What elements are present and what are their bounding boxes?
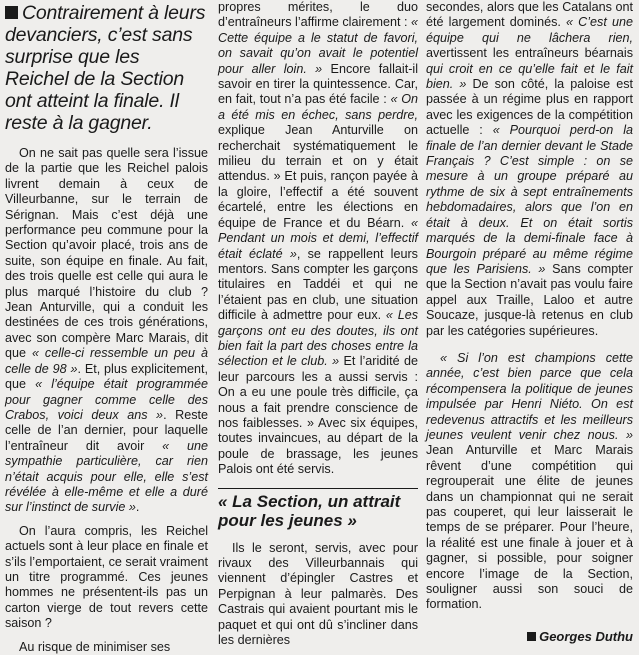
text-run: explique Jean Anturville on recherchait systématiquement le milieu du terrain et on y était attendus. » Et puis, rançon payée à la gloire, l’effectif a été souvent écartelé, entre les élections en équipe de France et du Béarn. [218, 123, 418, 230]
text-run: Et l’aridité de leur parcours les a aussi servis : On a eu une poule très difficile, ça nous a fait prendre conscience de nos faiblesses. » Avec six équipes, toutes invaincues, au départ de la poule de brassage, les jeunes Palois ont été servis. [218, 354, 418, 477]
body-paragraph [218, 541, 418, 649]
quote-run: « Pendant un mois et demi, l’effectif était éclaté » [218, 215, 418, 261]
body-paragraph [426, 0, 633, 339]
body-paragraph [5, 640, 208, 655]
subheading: « La Section, un attrait pour les jeunes » [218, 488, 418, 531]
text-run: On l’aura compris, les Reichel actuels sont à leur place en finale et s’ils l’emportaient, ce serait vraiment un titre programmé. Ces jeunes hommes ne présentent-ils pas un carton vierge de tout revers cette saison ? [5, 523, 208, 631]
text-run: . [135, 500, 140, 515]
quote-run: « On a été mis en échec, sans perdre, [218, 92, 418, 122]
text-run: On ne sait pas quelle sera l’issue de la partie que les Reichel palois livrent demain à ceux de Villeurbanne, sur le terrain de Sérignan. Mais c’est déjà une performance peu commune pour la Section qu’avoir placé, trois ans de suite, son équipe en finale. Au fait, des trois quelle est celle qui aura le plus marqué l’histoire du club ? Jean Anturville, qui a conduit les destinées de ces trois générations, avec son compère Marc Marais, dit que [5, 146, 208, 361]
quote-run: « C’est une équipe qui ne lâchera rien, [426, 15, 633, 45]
text-run: Ils le seront, servis, avec pour rivaux des Villeurbannais qui viennent d’épingler Castres et Perpignan à leur palmarès. Des Castrais qui avaient pourtant mis le paquet et qui ont dû s’incliner dans les dernières [218, 540, 418, 648]
text-run: Jean Anturville et Marc Marais rêvent d’une compétition qui regrouperait une élite de jeunes dans un championnat qui ne serait pas couperet, qui leur laisserait le temps de se préparer. Pour l’heure, la réalité est une finale à jouer et à gagner, si possible, pour soigner encore l’image de la Section, souligner aussi son souci de formation. [426, 443, 633, 612]
lead-text: Contrairement à leurs devanciers, c’est sans surprise que les Reichel de la Section ont atteint la finale. Il reste à la gagner. [5, 2, 206, 134]
square-bullet-icon [527, 632, 536, 641]
lead-paragraph [5, 2, 208, 134]
quote-run: « Cette équipe a le statut de favori, on savait qu’on avait le potentiel pour aller loin. » [218, 15, 418, 76]
text-run: propres mérites, le duo d’entraîneurs l’affirme clairement : [218, 0, 418, 30]
body-paragraph [5, 524, 208, 632]
quote-run: « Pourquoi perd-on la finale de l’an dernier devant le Stade Français ? C’est simple : on se mesure à un groupe préparé au rythme de six à sept entraînements hebdomadaires, alors que l’on en était à deux. Et on était sortis marqués de la demi-finale face à Bourgoin préparé au même régime que les Parisiens. » [426, 123, 634, 276]
quote-run: « Si l’on est champions cette année, c’est bien parce que cela récompensera la politique de jeunes impulsée par Henri Niéto. On est redevenus attractifs et les meilleurs jeunes veulent venir chez nous. » [426, 350, 633, 442]
column-1 [5, 0, 208, 655]
text-run: , se rappellent leurs mentors. Sans compter les garçons titulaires en Taddéi et qui ne l’étaient pas en club, une situation difficile à admettre pour eux. [218, 246, 418, 323]
quote-run: « celle-ci ressemble un peu à celle de 98 » [5, 346, 209, 376]
author-name: Georges Duthu [539, 629, 633, 644]
body-paragraph [5, 146, 208, 516]
text-run: avertissent les entraîneurs béarnais [426, 46, 633, 61]
text-run: Sans compter que la Section n’avait pas voulu faire appel aux Traille, Laloo et autre Soucaze, jusque-là retenus en club par les catégories supérieures. [426, 261, 633, 338]
text-run: . Et, plus explicitement, que [5, 361, 208, 392]
byline [527, 629, 633, 644]
text-run: . Reste celle de l’an dernier, pour laquelle l’entraîneur dit avoir [5, 407, 208, 453]
text-run: secondes, alors que les Catalans ont été largement dominés. [426, 0, 633, 30]
text-run: Encore fallait-il savoir en tirer la quintessence. Car, en fait, tout n’a pas été facile : [218, 61, 418, 107]
body-paragraph [218, 0, 418, 478]
column-3 [426, 0, 633, 613]
body-paragraph [426, 351, 633, 613]
text-run: Au risque de minimiser ses [19, 639, 171, 654]
text-run: De son côté, la paloise est passée à un régime plus en rapport avec les exigences de la compétition actuelle : [426, 77, 634, 138]
quote-run: « Les garçons ont eu des doutes, ils ont bien fait la part des choses entre la sélection et le club. » [218, 308, 418, 369]
quote-run: qui croit en ce qu’elle fait et le fait bien. » [426, 61, 633, 92]
quote-run: « l’équipe était programmée pour gagner comme celle des Crabos, voici deux ans » [5, 377, 208, 422]
column-2 [218, 0, 418, 648]
quote-run: « une sympathie particulière, car rien n’était acquis pour elle, elle s’est révélée à elle-même et elle a duré sur l’instinct de survie » [5, 438, 208, 515]
square-bullet-icon [5, 6, 18, 19]
